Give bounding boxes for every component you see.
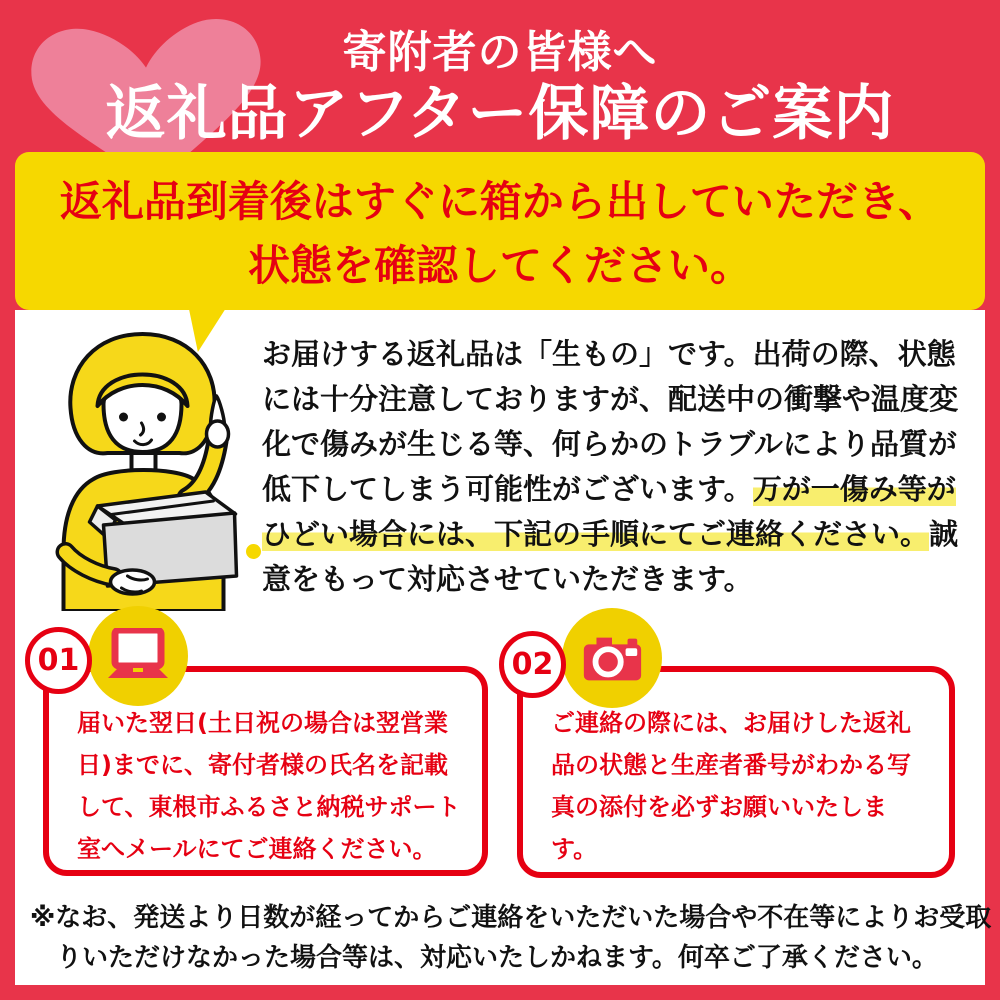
description-after: 誠意をもって対応させていただきます。 [262,517,959,596]
alert-bubble-line1: 返礼品到着後はすぐに箱から出していただき、 [59,177,941,226]
step-1-text: 届いた翌日(土日祝の場合は翌営業日)までに、寄付者様の氏名を記載して、東根市ふるさと納税サポート室へメールにてご連絡ください。 [77,709,461,863]
step-1-icon-circle [88,606,188,706]
laptop-icon [106,628,170,684]
description-highlighted: 万が一傷み等がひどい場合には、下記の手順にてご連絡ください。 [262,472,956,551]
header-audience-line: 寄附者の皆様へ [342,27,658,78]
step-2-icon-circle [562,608,662,708]
step-2-number-badge: 02 [499,631,566,698]
footer-note: ※なお、発送より日数が経ってからご連絡をいただいた場合や不在等によりお受取りいただけなかった場合等は、対応いたしかねます。何卒ご了承ください。 [30,903,992,973]
description-text [262,332,962,602]
description-before: お届けする返礼品は「生もの」です。出荷の際、状態には十分注意しておりますが、配送中の衝撃や温度変化で傷みが生じる等、何らかのトラブルにより品質が低下してしまう可能性がございます。 [262,337,959,506]
woman-holding-box-illustration [36,326,254,611]
step-1-number-badge: 01 [25,627,92,694]
step-2-text: ご連絡の際には、お届けした返礼品の状態と生産者番号がわかる写真の添付を必ずお願いいたします。 [551,709,911,863]
alert-bubble-line2: 状態を確認してください。 [247,241,752,290]
yellow-accent-dot [246,544,261,559]
page-title: 返礼品アフター保障のご案内 [105,79,895,149]
camera-icon [579,631,645,685]
alert-bubble [15,152,985,310]
